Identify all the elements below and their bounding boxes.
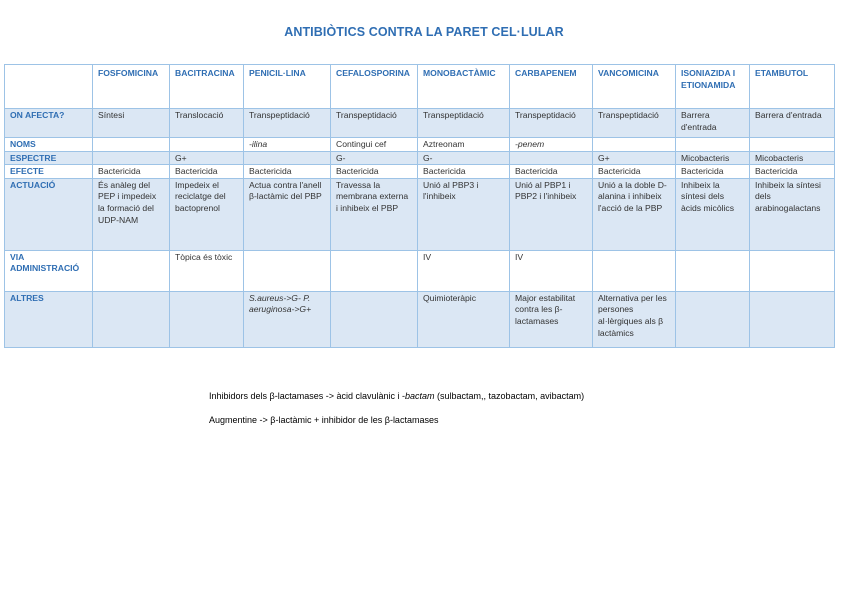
note-inhibitors (209, 391, 584, 401)
row-label: EFECTE (5, 165, 93, 179)
table-cell: Bactericida (750, 165, 835, 179)
table-cell: Unió al PBP1 i PBP2 i l'inhibeix (510, 178, 593, 250)
row-actuacio (5, 178, 835, 250)
row-on-afecta (5, 109, 835, 138)
table-cell (170, 291, 244, 347)
note-augmentine: Augmentine -> β-lactàmic + inhibidor de les β-lactamases (209, 415, 439, 425)
note-inhibitors-suffix: bactam (405, 391, 435, 401)
table-cell (750, 291, 835, 347)
table-cell: G- (331, 151, 418, 165)
table-cell: Transpeptidació (593, 109, 676, 138)
header-penicillina: PENICIL·LINA (244, 65, 331, 109)
table-cell: Travessa la membrana externa i inhibeix el PBP (331, 178, 418, 250)
header-etambutol: ETAMBUTOL (750, 65, 835, 109)
table-cell: IV (418, 250, 510, 291)
table-cell: Inhibeix la síntesi dels àcids micòlics (676, 178, 750, 250)
table-cell (331, 250, 418, 291)
header-vancomicina: VANCOMICINA (593, 65, 676, 109)
document-title: ANTIBIÒTICS CONTRA LA PARET CEL·LULAR (284, 25, 564, 39)
table-cell (750, 138, 835, 152)
table-cell: G+ (170, 151, 244, 165)
table-cell: IV (510, 250, 593, 291)
table-cell: Alternativa per les persones al·lèrgiques als β lactàmics (593, 291, 676, 347)
table-cell: G+ (593, 151, 676, 165)
table-cell: Actua contra l'anell β-lactàmic del PBP (244, 178, 331, 250)
table-cell: És anàleg del PEP i impedeix la formació del UDP-NAM (93, 178, 170, 250)
table-cell: Bactericida (331, 165, 418, 179)
table-cell (93, 291, 170, 347)
row-label: ON AFECTA? (5, 109, 93, 138)
row-via-administracio (5, 250, 835, 291)
note-inhibitors-examples: (sulbactam,, tazobactam, avibactam) (434, 391, 585, 401)
row-noms (5, 138, 835, 152)
row-label: ESPECTRE (5, 151, 93, 165)
table-cell: -ilina (244, 138, 331, 152)
table-cell: Unió a la doble D-alanina i inhibeix l'acció de la PBP (593, 178, 676, 250)
table-cell: Quimioteràpic (418, 291, 510, 347)
table-cell (331, 291, 418, 347)
table-cell: G- (418, 151, 510, 165)
table-cell: Major estabilitat contra les β-lactamases (510, 291, 593, 347)
table-cell (676, 138, 750, 152)
table-cell: Bactericida (593, 165, 676, 179)
row-label: VIA ADMINISTRACIÓ (5, 250, 93, 291)
table-cell (510, 151, 593, 165)
row-label: ALTRES (5, 291, 93, 347)
table-cell (93, 138, 170, 152)
table-cell: Micobacteris (676, 151, 750, 165)
header-fosfomicina: FOSFOMICINA (93, 65, 170, 109)
table-cell (593, 250, 676, 291)
table-cell (170, 138, 244, 152)
table-cell: Bactericida (510, 165, 593, 179)
table-cell: Barrera d'entrada (676, 109, 750, 138)
table-cell: Impedeix el reciclatge del bactoprenol (170, 178, 244, 250)
table-cell: Unió al PBP3 i l'inhibeix (418, 178, 510, 250)
header-cell-empty (5, 65, 93, 109)
antibiotics-table (4, 64, 835, 348)
table-cell (244, 250, 331, 291)
table-cell: Bactericida (676, 165, 750, 179)
table-cell: Tòpica és tòxic (170, 250, 244, 291)
table-cell (593, 138, 676, 152)
row-efecte (5, 165, 835, 179)
table-cell (676, 250, 750, 291)
table-cell (93, 151, 170, 165)
table-cell (750, 250, 835, 291)
table-cell: Contingui cef (331, 138, 418, 152)
header-isoniazida: ISONIAZIDA I ETIONAMIDA (676, 65, 750, 109)
header-monobactamic: MONOBACTÀMIC (418, 65, 510, 109)
table-cell: Transpeptidació (331, 109, 418, 138)
table-cell: Transpeptidació (418, 109, 510, 138)
table-cell: Transpeptidació (510, 109, 593, 138)
table-cell: Barrera d'entrada (750, 109, 835, 138)
header-row (5, 65, 835, 109)
table-cell: Transpeptidació (244, 109, 331, 138)
table-cell: -penem (510, 138, 593, 152)
row-label: ACTUACIÓ (5, 178, 93, 250)
header-cefalosporina: CEFALOSPORINA (331, 65, 418, 109)
table-cell: Bactericida (170, 165, 244, 179)
table-cell: Bactericida (418, 165, 510, 179)
header-carbapenem: CARBAPENEM (510, 65, 593, 109)
table-cell: Micobacteris (750, 151, 835, 165)
row-espectre (5, 151, 835, 165)
table-cell: Síntesi (93, 109, 170, 138)
table-cell: Translocació (170, 109, 244, 138)
table-cell: Bactericida (244, 165, 331, 179)
table-cell (93, 250, 170, 291)
table-cell (244, 151, 331, 165)
table-cell: S.aureus->G- P. aeruginosa->G+ (244, 291, 331, 347)
note-inhibitors-text: Inhibidors dels β-lactamases -> àcid clavulànic i - (209, 391, 406, 401)
row-label: NOMS (5, 138, 93, 152)
table-cell: Aztreonam (418, 138, 510, 152)
header-bacitracina: BACITRACINA (170, 65, 244, 109)
table-cell: Bactericida (93, 165, 170, 179)
table-cell: Inhibeix la síntesi dels arabinogalactans (750, 178, 835, 250)
row-altres (5, 291, 835, 347)
table-cell (676, 291, 750, 347)
